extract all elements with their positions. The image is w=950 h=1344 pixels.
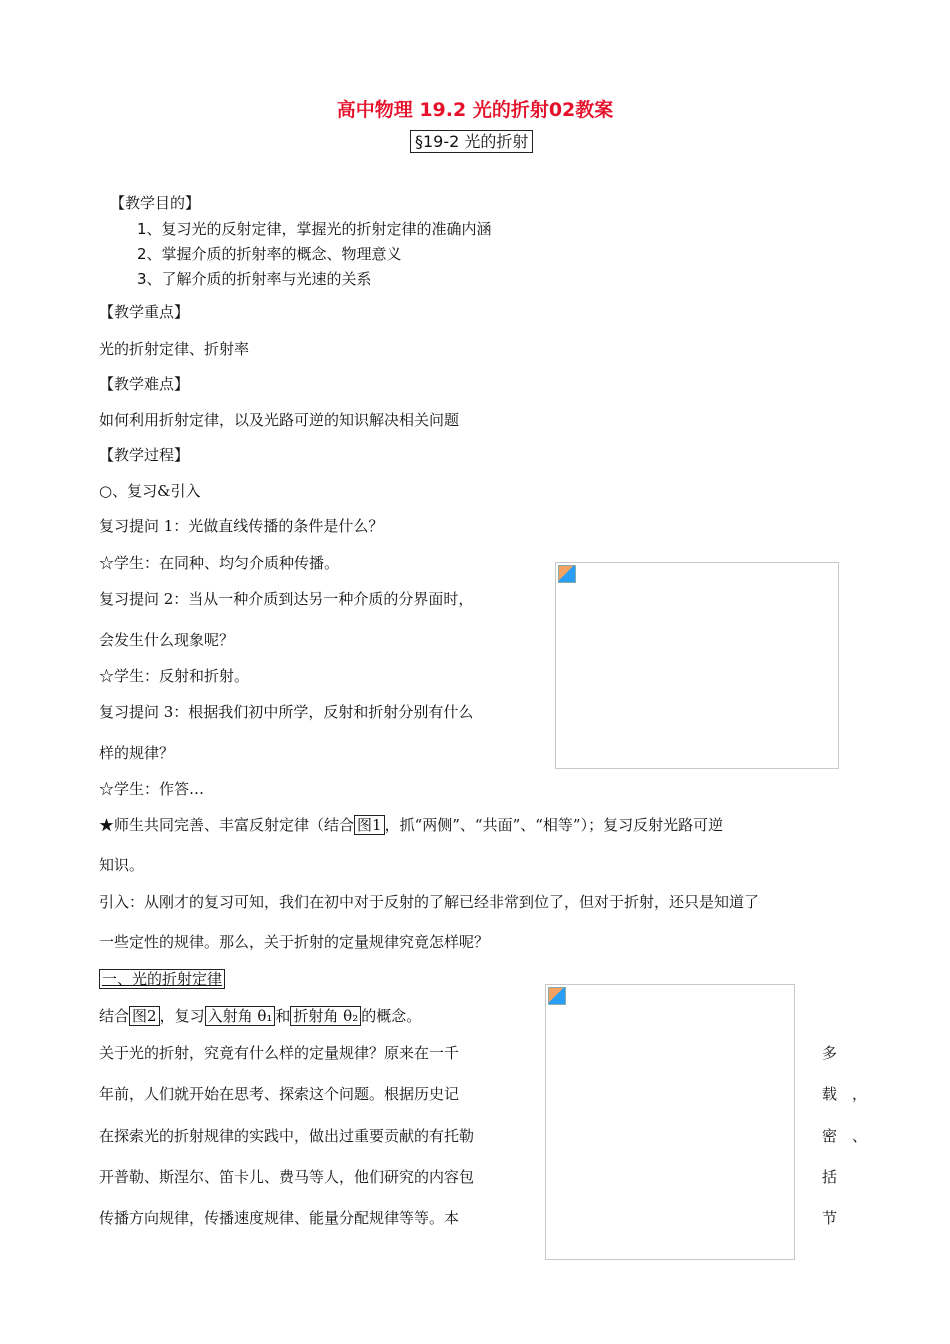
- review-question: 复习提问 2：当从一种介质到达另一种介质的分界面时，: [99, 590, 474, 608]
- concept-text: ，复习: [159, 1007, 205, 1025]
- review-question-cont: 会发生什么现象呢？: [99, 631, 235, 649]
- right-column-char: 多: [822, 1044, 838, 1062]
- key-points-heading: 【教学重点】: [99, 303, 190, 321]
- right-column-char: 密 、: [822, 1127, 868, 1145]
- process-heading: 【教学过程】: [99, 446, 190, 464]
- process-intro: ○、复习&引入: [99, 482, 201, 500]
- section-heading: 一、光的折射定律: [99, 969, 225, 989]
- objective-item: 2、掌握介质的折射率的概念、物理意义: [137, 245, 402, 263]
- concept-text: 结合: [99, 1007, 130, 1025]
- concept-line: [99, 1007, 421, 1025]
- paragraph-line: 在探索光的折射规律的实践中，做出过重要贡献的有托勒: [99, 1127, 475, 1145]
- broken-image-icon: [548, 987, 566, 1005]
- figure-2-reference: 图2: [129, 1006, 160, 1026]
- review-question: 复习提问 3：根据我们初中所学，反射和折射分别有什么: [99, 703, 474, 721]
- figure-1-reference: 图1: [354, 815, 385, 835]
- broken-image-icon: [558, 565, 576, 583]
- right-column-char: 括: [822, 1168, 838, 1186]
- paragraph-line: 传播方向规律，传播速度规律、能量分配规律等等。本: [99, 1209, 460, 1227]
- difficulties-text: 如何利用折射定律，以及光路可逆的知识解决相关问题: [99, 411, 460, 429]
- objective-item: 3、了解介质的折射率与光速的关系: [137, 270, 372, 288]
- right-column-char: 节: [822, 1209, 838, 1227]
- paragraph-line: 关于光的折射，究竟有什么样的定量规律？原来在一千: [99, 1044, 460, 1062]
- summary-line-cont: 知识。: [99, 856, 145, 874]
- concept-text: 的概念。: [361, 1007, 422, 1025]
- summary-text: ★师生共同完善、丰富反射定律（结合: [99, 816, 355, 834]
- key-points-text: 光的折射定律、折射率: [99, 340, 250, 358]
- figure-1-image: [555, 562, 839, 769]
- refraction-angle-term: 折射角 θ₂: [290, 1006, 361, 1026]
- lead-in-text: 引入：从刚才的复习可知，我们在初中对于反射的了解已经非常到位了，但对于折射，还只是知道了: [99, 893, 760, 911]
- right-column-char: 载 ，: [822, 1085, 868, 1103]
- page-title: 高中物理 19.2 光的折射02教案: [336, 99, 614, 121]
- summary-text: ，抓“两侧”、“共面”、“相等”）；复习反射光路可逆: [384, 816, 724, 834]
- objective-item: 1、复习光的反射定律，掌握光的折射定律的准确内涵: [137, 220, 492, 238]
- review-question-cont: 样的规律？: [99, 744, 175, 762]
- review-question: 复习提问 1：光做直线传播的条件是什么？: [99, 517, 384, 535]
- incidence-angle-term: 入射角 θ₁: [205, 1006, 276, 1026]
- student-answer: ☆学生：在同种、均匀介质种传播。: [99, 554, 340, 572]
- figure-2-image: [545, 984, 795, 1260]
- concept-text: 和: [275, 1007, 291, 1025]
- paragraph-line: 年前，人们就开始在思考、探索这个问题。根据历史记: [99, 1085, 460, 1103]
- student-answer: ☆学生：反射和折射。: [99, 667, 250, 685]
- section-subtitle: §19-2 光的折射: [410, 130, 533, 153]
- difficulties-heading: 【教学难点】: [99, 375, 190, 393]
- student-answer: ☆学生：作答…: [99, 780, 205, 798]
- lead-in-text-cont: 一些定性的规律。那么，关于折射的定量规律究竟怎样呢？: [99, 933, 490, 951]
- summary-line: [99, 816, 723, 834]
- objectives-heading: 【教学目的】: [110, 194, 201, 212]
- paragraph-line: 开普勒、斯涅尔、笛卡儿、费马等人，他们研究的内容包: [99, 1168, 475, 1186]
